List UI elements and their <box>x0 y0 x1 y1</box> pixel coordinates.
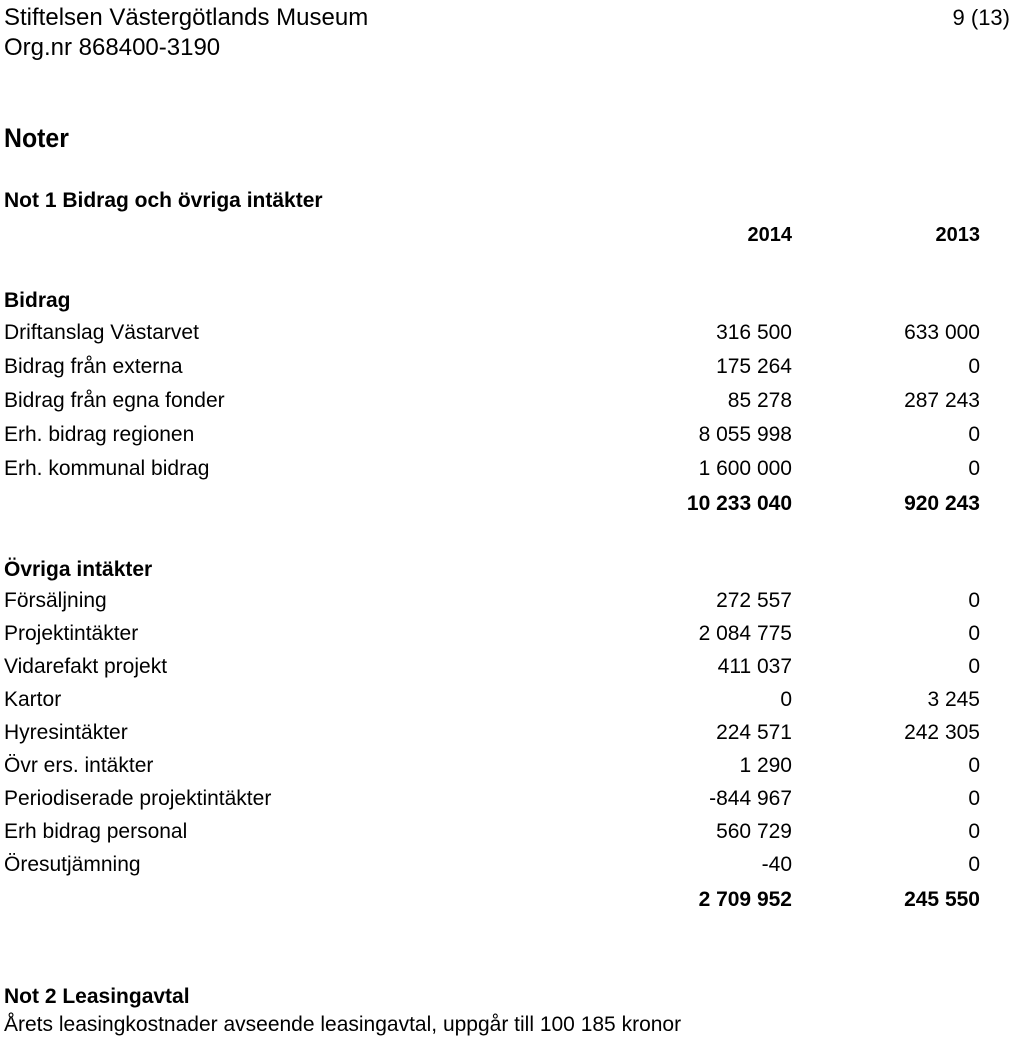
row-value-2013: 0 <box>968 457 980 480</box>
bidrag-heading: Bidrag <box>4 289 71 312</box>
bidrag-total-2014: 10 233 040 <box>686 492 792 515</box>
ovriga-total-2014: 2 709 952 <box>698 888 792 911</box>
row-label: Vidarefakt projekt <box>4 655 168 678</box>
bidrag-total-2013: 920 243 <box>904 492 980 515</box>
row-value-2013: 633 000 <box>904 321 980 344</box>
year-2013-header: 2013 <box>935 224 980 246</box>
row-value-2013: 0 <box>968 622 980 645</box>
row-value-2014: -844 967 <box>709 787 792 810</box>
row-value-2014: 2 084 775 <box>698 622 792 645</box>
row-value-2013: 0 <box>968 820 980 843</box>
row-value-2014: 85 278 <box>727 389 792 412</box>
row-label: Erh. kommunal bidrag <box>4 457 210 480</box>
row-label: Övr ers. intäkter <box>4 754 154 777</box>
note-1-title: Not 1 Bidrag och övriga intäkter <box>4 189 323 212</box>
row-value-2014: 560 729 <box>716 820 792 843</box>
row-value-2013: 242 305 <box>904 721 980 744</box>
row-label: Projektintäkter <box>4 622 139 645</box>
row-value-2013: 0 <box>968 853 980 876</box>
row-value-2013: 0 <box>968 655 980 678</box>
note-2-text: Årets leasingkostnader avseende leasingavtal, uppgår till 100 185 kronor <box>4 1013 682 1036</box>
row-value-2014: 1 290 <box>739 754 792 777</box>
row-value-2013: 0 <box>968 754 980 777</box>
organization-number: Org.nr 868400-3190 <box>4 34 221 61</box>
ovriga-total-2013: 245 550 <box>904 888 980 911</box>
row-value-2013: 287 243 <box>904 389 980 412</box>
page-number: 9 (13) <box>952 5 1010 30</box>
row-label: Periodiserade projektintäkter <box>4 787 272 810</box>
row-value-2013: 3 245 <box>927 688 980 711</box>
ovriga-heading: Övriga intäkter <box>4 558 153 581</box>
row-value-2014: 272 557 <box>716 589 792 612</box>
page-title: Noter <box>4 123 69 153</box>
row-value-2013: 0 <box>968 787 980 810</box>
row-value-2014: 0 <box>780 688 792 711</box>
row-value-2014: 316 500 <box>716 321 792 344</box>
row-label: Erh bidrag personal <box>4 820 188 843</box>
row-value-2013: 0 <box>968 355 980 378</box>
organization-name: Stiftelsen Västergötlands Museum <box>4 4 369 31</box>
row-value-2013: 0 <box>968 423 980 446</box>
row-label: Hyresintäkter <box>4 721 128 744</box>
row-label: Kartor <box>4 688 62 711</box>
year-2014-header: 2014 <box>747 224 792 246</box>
row-label: Erh. bidrag regionen <box>4 423 195 446</box>
row-label: Försäljning <box>4 589 107 612</box>
row-label: Bidrag från externa <box>4 355 183 378</box>
row-value-2014: -40 <box>761 853 792 876</box>
row-label: Driftanslag Västarvet <box>4 321 199 344</box>
row-value-2014: 1 600 000 <box>698 457 792 480</box>
row-label: Öresutjämning <box>4 853 141 876</box>
note-2-title: Not 2 Leasingavtal <box>4 985 190 1008</box>
row-value-2014: 224 571 <box>716 721 792 744</box>
row-value-2014: 8 055 998 <box>698 423 792 446</box>
row-value-2013: 0 <box>968 589 980 612</box>
row-value-2014: 175 264 <box>716 355 792 378</box>
row-label: Bidrag från egna fonder <box>4 389 225 412</box>
row-value-2014: 411 037 <box>717 655 792 678</box>
